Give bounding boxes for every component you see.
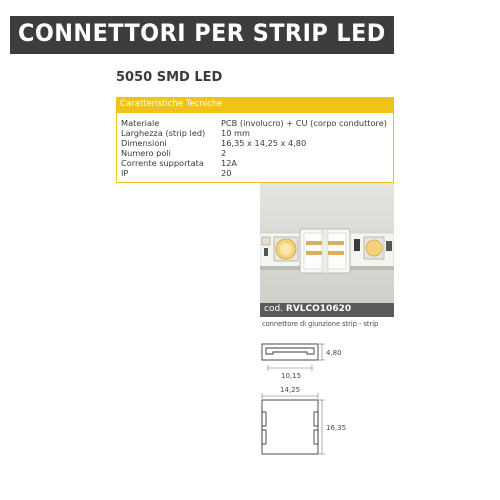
spec-label: Corrente supportata [121,158,204,168]
spec-label: Numero poli [121,148,171,158]
spec-value: PCB (involucro) + CU (corpo conduttore) [221,118,387,128]
side-width-label: 10,15 [281,372,302,380]
page-title: CONNETTORI PER STRIP LED [18,19,386,47]
side-height-label: 4,80 [326,349,342,357]
spec-value: 12A [221,158,238,168]
spec-value: 10 mm [221,128,250,138]
spec-label: Larghezza (strip led) [121,128,206,138]
top-width-label: 14,25 [280,386,301,394]
top-view-drawing [262,400,318,454]
spec-label: Materiale [121,118,160,128]
product-code-prefix: cod. [264,304,284,314]
product-code-value: RVLCO10620 [285,304,352,314]
product-caption: connettore di giunzione strip - strip [262,320,379,328]
side-view-drawing [262,344,318,360]
spec-label: IP [121,168,129,178]
spec-value: 2 [221,148,227,158]
product-subtitle: 5050 SMD LED [116,70,223,85]
top-view-dimension-lines [262,393,325,454]
spec-label: Dimensioni [121,138,167,148]
top-height-label: 16,35 [326,424,347,432]
spec-value: 20 [221,168,232,178]
spec-value: 16,35 x 14,25 x 4,80 [221,138,307,148]
specs-heading: Caratteristiche Tecniche [120,99,223,109]
